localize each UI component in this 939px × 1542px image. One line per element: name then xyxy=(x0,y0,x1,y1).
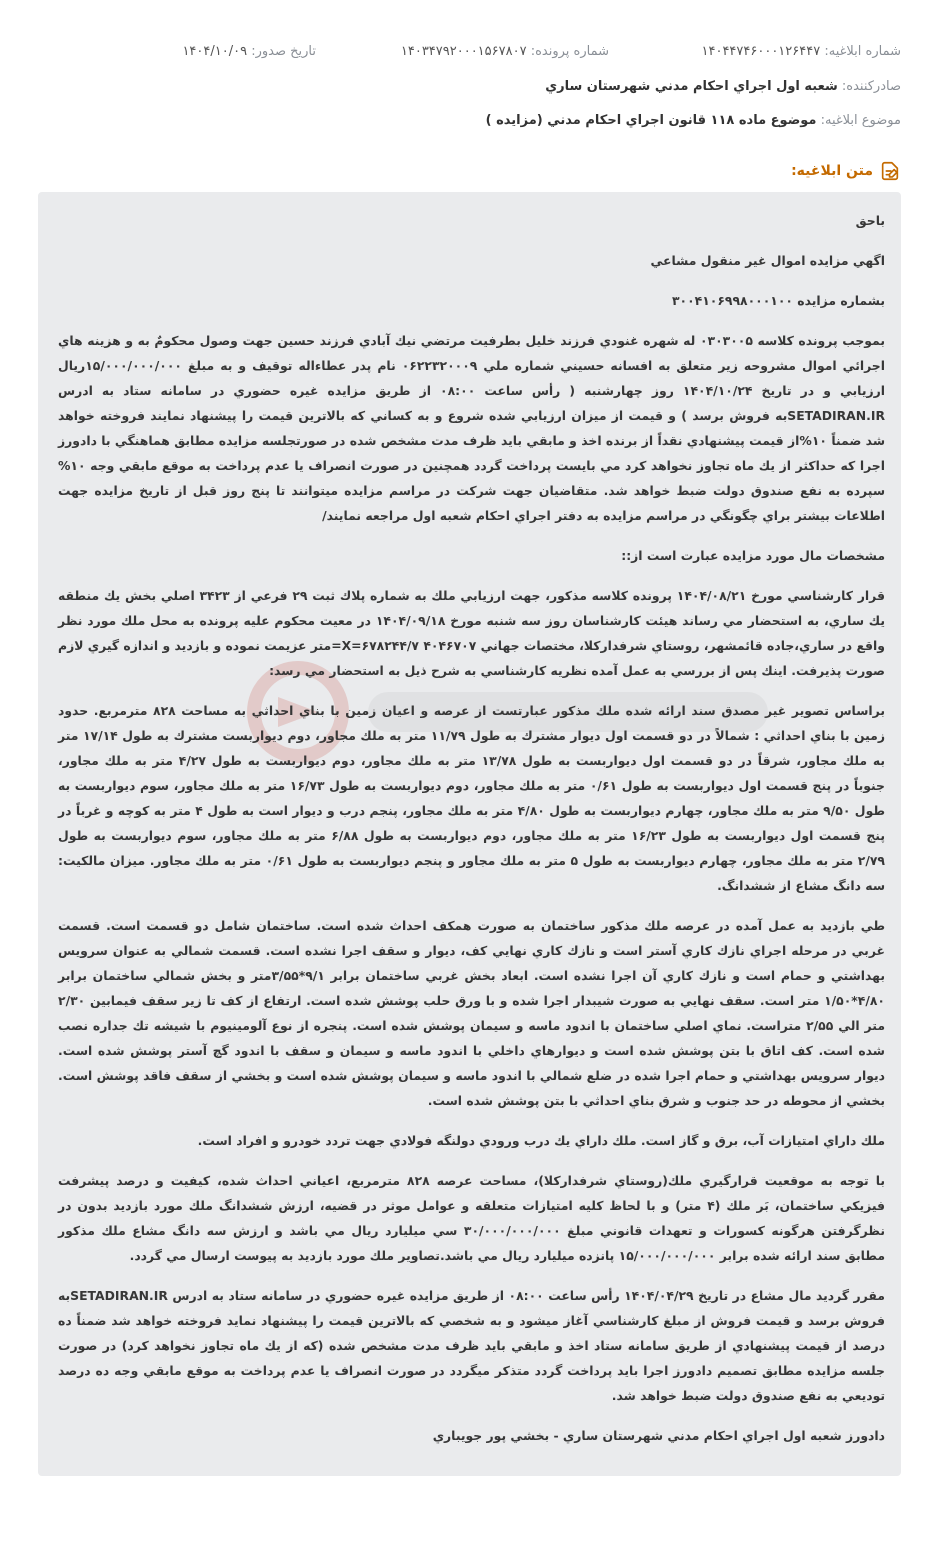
issuer-label: صادرکننده: xyxy=(841,79,901,94)
document-edit-icon xyxy=(879,160,901,182)
case-number-label: شماره پرونده: xyxy=(530,44,609,59)
notice-number-value: ۱۴۰۴۴۷۴۶۰۰۰۱۲۶۴۴۷ xyxy=(701,44,821,59)
case-number-field xyxy=(401,44,609,59)
issue-date-value: ۱۴۰۴/۱۰/۰۹ xyxy=(182,44,248,59)
issuer-value: شعبه اول اجراي احكام مدني شهرستان ساري xyxy=(545,79,838,94)
subject-value: موضوع ماده ۱۱۸ قانون اجراي احکام مدني (مزايده ) xyxy=(485,113,817,128)
body-paragraph: با توجه به موقعيت قرارگيري ملك(روستاي شرفدارکلا)، مساحت عرصه ۸۲۸ مترمربع، اعياني احداث شده، كيفيت و درصد پيشرفت فيزيكي ساختمان، بَر ملك (۴ متر) و با لحاظ كليه امتيازات متعلقه و عوامل موثر در قضيه، ارزش ششدانگ ملك مورد بازديد بدون در نظرگرفتن هرگونه كسورات و تعهدات قانوني مبلغ ۳۰/۰۰۰/۰۰۰/۰۰۰ سي ميليارد ريال مي باشد و ارزش سه دانگ مشاع ملك مذكور مطابق سند ارائه شده برابر ۱۵/۰۰۰/۰۰۰/۰۰۰ پانزده ميليارد ريال مي باشد.تصاوير ملك مورد بازديد به پيوست ارسال مي گردد. xyxy=(58,1173,886,1263)
body-paragraph: مقرر گرديد مال مشاع در تاريخ ۱۴۰۴/۰۴/۲۹ رأس ساعت ۰۸:۰۰ از طريق مزايده غيره حضوري در سامانه ستاد به ادرس SETADIRAN.IRبه فروش برسد و قيمت فروش از مبلغ كارشناسي آغاز ميشود و به شخصي كه بالاترين قيمت را پيشنهاد نمايد فروخته خواهد شد ضمناً ده درصد از قيمت پيشنهادي از طريق سامانه ستاد اخذ و مابقي بايد ظرف مدت مشخص شده (كه از يك ماه تجاوز نخواهد كرد) در صورت جلسه مزايده مطابق تصميم دادورز اجرا بايد پرداخت گردد متذكر ميگردد در صورت انصراف يا عدم پرداخت به موقع مابقي وجه ده درصد توديعي به نفع صندوق دولت ضبط خواهد شد. xyxy=(58,1288,885,1403)
section-title xyxy=(791,160,901,182)
notice-body xyxy=(58,208,885,1463)
body-heading: اگهي مزايده اموال غير منقول مشاعي xyxy=(650,253,885,268)
meta-row-subject xyxy=(30,113,901,128)
body-signature: دادورز شعبه اول اجراي احكام مدني شهرستان ساري - بخشي پور جويباري xyxy=(432,1428,885,1443)
notice-body-box xyxy=(38,192,901,1476)
notice-number-field xyxy=(702,44,902,59)
notice-number-label: شماره ابلاغيه: xyxy=(824,44,901,59)
body-paragraph: بموجب پرونده كلاسه ۰۳۰۳۰۰۵ له شهره غنودي فرزند خليل بطرفيت مرتضي نيك آبادي فرزند حسين جهت وصول محکومٌ به و هزينه هاي اجرائي اموال مشروحه زير متعلق به افسانه حسيني شماره ملي ۰۶۲۲۳۲۰۰۰۹ نام پدر عطاءاله توقيف و به مبلغ ۱۵/۰۰۰/۰۰۰/۰۰۰ريال ارزيابي و در تاريخ ۱۴۰۴/۱۰/۲۴ روز چهارشنبه ( رأس ساعت ۰۸:۰۰ از طريق مزايده غيره حضوري در سامانه ستاد به ادرس SETADIRAN.IRبه فروش برسد ) و قيمت از ميزان ارزيابي شده شروع و به كساني كه بالاترين قيمت را پيشنهاد نمايند فروخته خواهد شد ضمناً ۱۰%از قيمت پيشنهادي نقداً از برنده اخذ و مابقي بايد ظرف مدت مشخص شده در صورتجلسه مزايده مطابق هماهنگي با دادورز اجرا كه حداكثر از يك ماه تجاوز نخواهد كرد مي بايست پرداخت گردد همچنين در صورت انصراف يا عدم پرداخت به موقع مابقي وجه ۱۰% سپرده به نفع صندوق دولت ضبط خواهد شد. متقاضيان جهت شركت در مراسم مزايده ميتوانند تا پنج روز قبل از تاريخ مزايده جهت اطلاعات بيشتر براي چگونگي در مراسم مزايده به دفتر اجراي احكام شعبه اول مراجعه نمايند/ xyxy=(58,333,886,523)
body-paragraph: براساس تصوير غير مصدق سند ارائه شده ملك مذكور عبارتست از عرصه و اعيان زمين با بناي احداثي به مساحت ۸۲۸ مترمربع. حدود زمين با بناي احداثي : شمالاً در دو قسمت اول ديوار مشترك به طول ۱۱/۷۹ متر به ملك مجاور، دوم ديواربست مشترك به طول ۱۷/۱۴ متر به ملك مجاور، شرقاً در دو قسمت اول ديواربست به طول ۱۳/۷۸ متر به ملك مجاور، دوم ديواربست به طول ۴/۲۷ متر به ملك مجاور، جنوباً در پنج قسمت اول ديواربست به طول ۰/۶۱ متر به ملك مجاور، دوم ديواربست به طول ۱۶/۷۳ متر به ملك مجاور، سوم ديواربست به طول ۹/۵۰ متر به ملك مجاور، چهارم ديواربست به طول ۴/۸۰ متر به ملك مجاور، پنجم درب و ديوار است به طول ۴ متر به كوچه و غرباً در پنج قسمت اول ديواربست به طول ۱۶/۲۳ متر به ملك مجاور، دوم ديواربست به طول ۶/۸۸ متر به ملك مجاور، سوم ديواربست به طول ۲/۷۹ متر به ملك مجاور، چهارم ديواربست به طول ۵ متر به ملك مجاور و پنجم ديواربست به طول ۰/۶۱ متر به ملك مجاور. ميزان مالكيت: سه دانگ مشاع از ششدانگ. xyxy=(58,703,886,893)
case-number-value: ۱۴۰۳۴۷۹۲۰۰۰۱۵۶۷۸۰۷ xyxy=(400,44,527,59)
meta-row-issuer xyxy=(30,79,901,94)
meta-row-numbers xyxy=(30,44,901,66)
section-title-label: متن ابلاغيه: xyxy=(791,163,873,179)
subject-label: موضوع ابلاغيه: xyxy=(820,113,901,128)
body-greeting: باحق xyxy=(855,213,885,228)
body-paragraph: طي بازديد به عمل آمده در عرصه ملك مذكور ساختمان به صورت همكف احداث شده است. ساختمان شامل دو قسمت است. قسمت غربي در مرحله اجراي نازك كاري آستر است و نازك كاري نهايي كف، ديوار و سقف اجرا نشده است. قسمت شمالي به عنوان سرويس بهداشتي و حمام است و نازك كاري آن اجرا نشده است. ابعاد بخش غربي ساختمان برابر ۹/۱*۳/۵۵متر و بخش شمالي ساختمان برابر ۴/۸۰*۱/۵۰ متر است. سقف نهايي به صورت شيبدار اجرا شده و با ورق حلب پوشش شده است. ارتفاع از كف تا زير سقف فيمابين ۲/۳۰ متر الي ۲/۵۵ متراست. نماي اصلي ساختمان با اندود ماسه و سيمان پوشش شده است. پنجره از نوع آلومينيوم با شيشه تك جداره نصب شده است. كف اتاق با بتن پوشش شده است و ديوارهاي داخلي با اندود ماسه و سيمان و سقف با اندود گچ آستر پوشش شده است. ديوار سرويس بهداشتي و حمام اجرا شده در ضلع شمالي با اندود ماسه و سيمان پوشش شده است و بخشي از سقف فاقد پوشش است. بخشي از محوطه در حد جنوب و شرق بناي احداثي با بتن پوشش شده است. xyxy=(58,918,886,1108)
issue-date-label: تاريخ صدور: xyxy=(251,44,316,59)
issue-date-field xyxy=(182,44,316,59)
body-subheading: مشخصات مال مورد مزايده عبارت است از:: xyxy=(621,548,885,563)
body-auction-number: بشماره مزايده ۳۰۰۴۱۰۶۹۹۸۰۰۰۱۰۰ xyxy=(671,293,885,308)
body-paragraph: قرار كارشناسي مورخ ۱۴۰۴/۰۸/۲۱ پرونده كلاسه مذكور، جهت ارزيابي ملك به شماره پلاك ثبت ۲۹ فرعي از ۳۴۲۳ اصلي بخش يك منطقه يك ساري، به استحضار مي رساند هيئت كارشناسان روز سه شنبه مورخ ۱۴۰۴/۰۹/۱۸ در معيت محكوم عليه پرونده به محل ملك مورد نظر واقع در ساري،جاده قائمشهر، روستاي شرفدارکلا، مختصات جهاني ۴۰۴۶۷۰۷ X=۶۷۸۲۴۴/۷=متر عزيمت نموده و بازديد و اندازه گيري لازم صورت پذيرفت. اينك پس از بررسي به عمل آمده نظريه كارشناسي به شرح ذيل به استحضار مي رسد: xyxy=(58,588,885,678)
body-paragraph: ملك داراي امتيازات آب، برق و گاز است. ملك داراي يك درب ورودي دولنگه فولادي جهت تردد خودرو و افراد است. xyxy=(197,1133,885,1148)
